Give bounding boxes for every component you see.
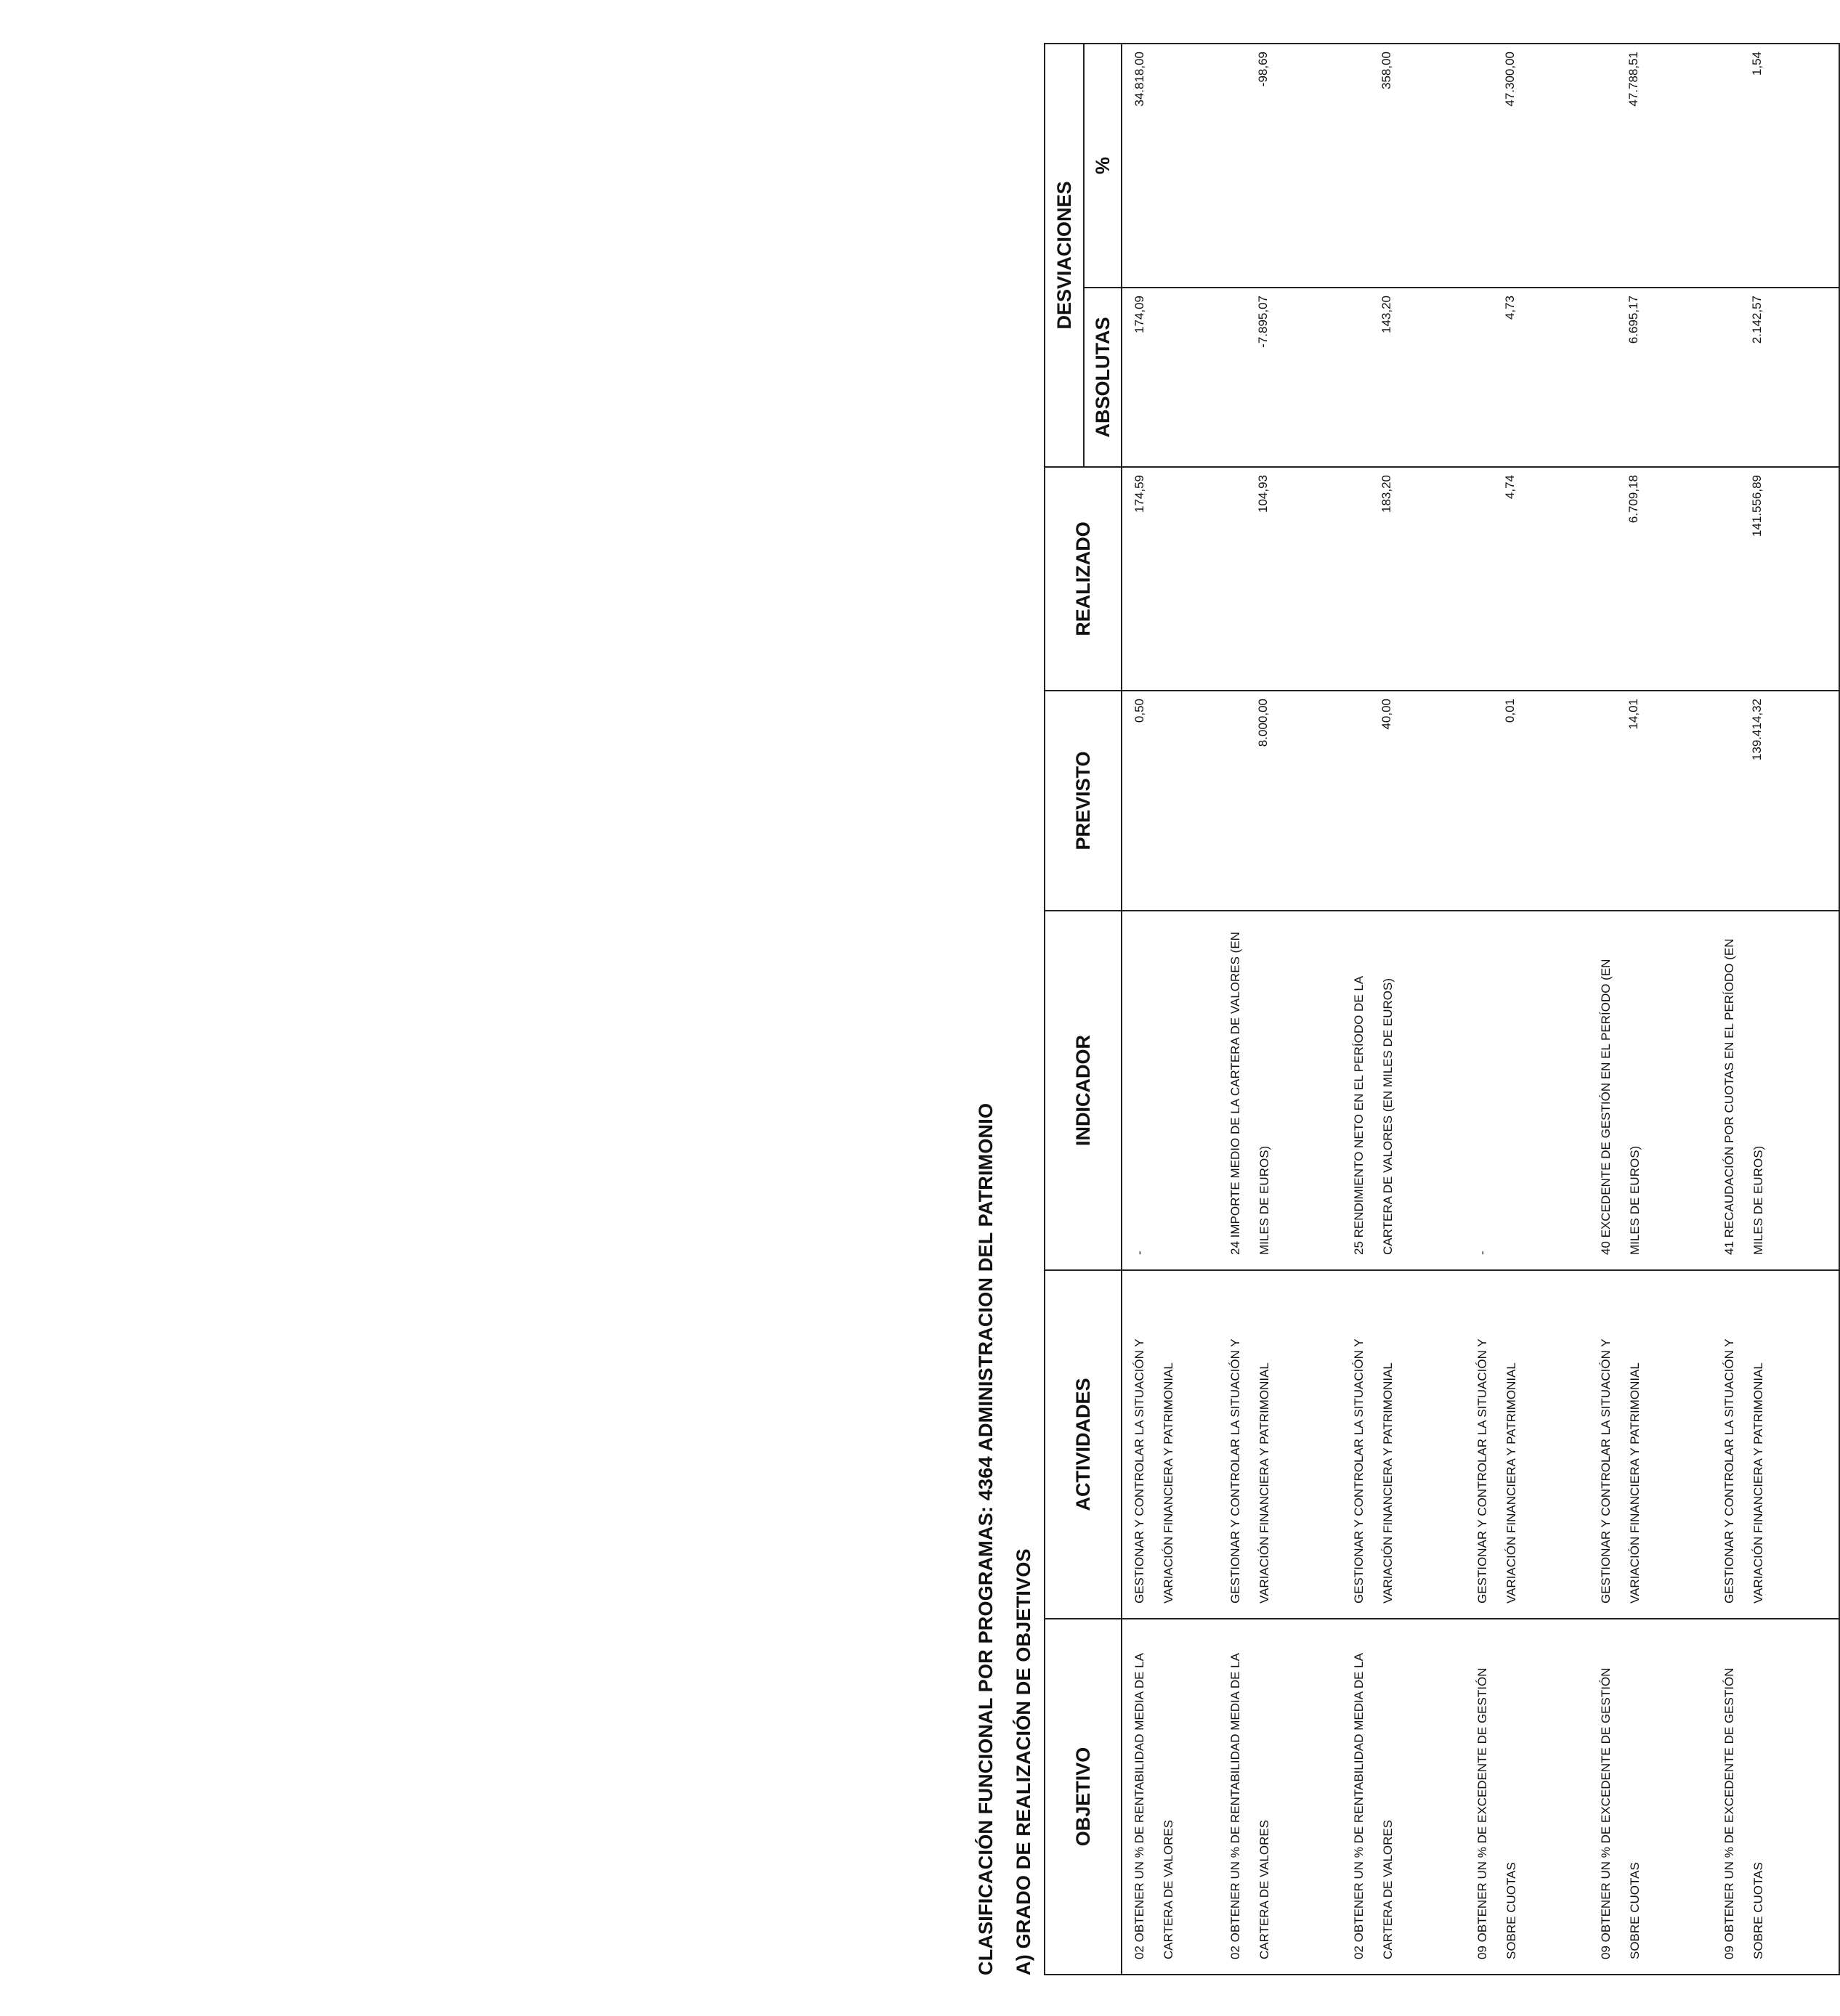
header-actividades: ACTIVIDADES — [1045, 1270, 1122, 1619]
cell-porcentaje: 47.788,51 — [1592, 44, 1715, 288]
cell-indicador: - — [1122, 911, 1221, 1270]
cell-absolutas: 6.695,17 — [1592, 288, 1715, 467]
cell-objetivo: 02 OBTENER UN % DE RENTABILIDAD MEDIA DE LA CARTERA DE VALORES — [1122, 1619, 1221, 1975]
header-row-top — [1045, 44, 1084, 1975]
cell-actividades: GESTIONAR Y CONTROLAR LA SITUACIÓN Y VARIACIÓN FINANCIERA Y PATRIMONIAL — [1592, 1270, 1715, 1619]
cell-realizado: 4,74 — [1468, 467, 1592, 691]
table-row — [1122, 44, 1221, 1975]
cell-realizado: 104,93 — [1221, 467, 1345, 691]
cell-objetivo: 02 OBTENER UN % DE RENTABILIDAD MEDIA DE LA CARTERA DE VALORES — [1345, 1619, 1468, 1975]
cell-absolutas: 2.142,57 — [1715, 288, 1839, 467]
cell-previsto: 0,50 — [1122, 691, 1221, 911]
cell-objetivo: 09 OBTENER UN % DE EXCEDENTE DE GESTIÓN SOBRE CUOTAS — [1468, 1619, 1592, 1975]
table-row — [1345, 44, 1468, 1975]
cell-indicador: 40 EXCEDENTE DE GESTIÓN EN EL PERÍODO (EN MILES DE EUROS) — [1592, 911, 1715, 1270]
document-subtitle: A) GRADO DE REALIZACIÓN DE OBJETIVOS — [1013, 1548, 1034, 1975]
cell-absolutas: 143,20 — [1345, 288, 1468, 467]
cell-previsto: 8.000,00 — [1221, 691, 1345, 911]
header-absolutas: ABSOLUTAS — [1084, 288, 1122, 467]
cell-actividades: GESTIONAR Y CONTROLAR LA SITUACIÓN Y VARIACIÓN FINANCIERA Y PATRIMONIAL — [1122, 1270, 1221, 1619]
cell-indicador: 24 IMPORTE MEDIO DE LA CARTERA DE VALORES (EN MILES DE EUROS) — [1221, 911, 1345, 1270]
cell-actividades: GESTIONAR Y CONTROLAR LA SITUACIÓN Y VARIACIÓN FINANCIERA Y PATRIMONIAL — [1345, 1270, 1468, 1619]
document-title: CLASIFICACIÓN FUNCIONAL POR PROGRAMAS: 4364 ADMINISTRACION DEL PATRIMONIO — [975, 1102, 997, 1975]
cell-objetivo: 09 OBTENER UN % DE EXCEDENTE DE GESTIÓN SOBRE CUOTAS — [1715, 1619, 1839, 1975]
cell-porcentaje: 358,00 — [1345, 44, 1468, 288]
cell-porcentaje: 47.300,00 — [1468, 44, 1592, 288]
cell-actividades: GESTIONAR Y CONTROLAR LA SITUACIÓN Y VARIACIÓN FINANCIERA Y PATRIMONIAL — [1468, 1270, 1592, 1619]
table-row — [1592, 44, 1715, 1975]
cell-absolutas: 174,09 — [1122, 288, 1221, 467]
objectives-table — [1044, 43, 1840, 1975]
header-previsto: PREVISTO — [1045, 691, 1122, 911]
table-body — [1122, 44, 1839, 1975]
table-row — [1221, 44, 1345, 1975]
table-row — [1715, 44, 1839, 1975]
cell-objetivo: 02 OBTENER UN % DE RENTABILIDAD MEDIA DE LA CARTERA DE VALORES — [1221, 1619, 1345, 1975]
header-desviaciones: DESVIACIONES — [1045, 44, 1084, 467]
header-indicador: INDICADOR — [1045, 911, 1122, 1270]
cell-previsto: 14,01 — [1592, 691, 1715, 911]
cell-porcentaje: -98,69 — [1221, 44, 1345, 288]
cell-realizado: 183,20 — [1345, 467, 1468, 691]
cell-realizado: 6.709,18 — [1592, 467, 1715, 691]
table-row — [1468, 44, 1592, 1975]
cell-realizado: 141.556,89 — [1715, 467, 1839, 691]
cell-absolutas: 4,73 — [1468, 288, 1592, 467]
cell-previsto: 0,01 — [1468, 691, 1592, 911]
cell-porcentaje: 1,54 — [1715, 44, 1839, 288]
cell-objetivo: 09 OBTENER UN % DE EXCEDENTE DE GESTIÓN SOBRE CUOTAS — [1592, 1619, 1715, 1975]
cell-indicador: - — [1468, 911, 1592, 1270]
header-porcentaje: % — [1084, 44, 1122, 288]
cell-indicador: 25 RENDIMIENTO NETO EN EL PERÍODO DE LA CARTERA DE VALORES (EN MILES DE EUROS) — [1345, 911, 1468, 1270]
header-realizado: REALIZADO — [1045, 467, 1122, 691]
cell-porcentaje: 34.818,00 — [1122, 44, 1221, 288]
cell-realizado: 174,59 — [1122, 467, 1221, 691]
cell-indicador: 41 RECAUDACIÓN POR CUOTAS EN EL PERÍODO (EN MILES DE EUROS) — [1715, 911, 1839, 1270]
cell-actividades: GESTIONAR Y CONTROLAR LA SITUACIÓN Y VARIACIÓN FINANCIERA Y PATRIMONIAL — [1715, 1270, 1839, 1619]
header-objetivo: OBJETIVO — [1045, 1619, 1122, 1975]
cell-previsto: 139.414,32 — [1715, 691, 1839, 911]
cell-previsto: 40,00 — [1345, 691, 1468, 911]
cell-absolutas: -7.895,07 — [1221, 288, 1345, 467]
cell-actividades: GESTIONAR Y CONTROLAR LA SITUACIÓN Y VARIACIÓN FINANCIERA Y PATRIMONIAL — [1221, 1270, 1345, 1619]
